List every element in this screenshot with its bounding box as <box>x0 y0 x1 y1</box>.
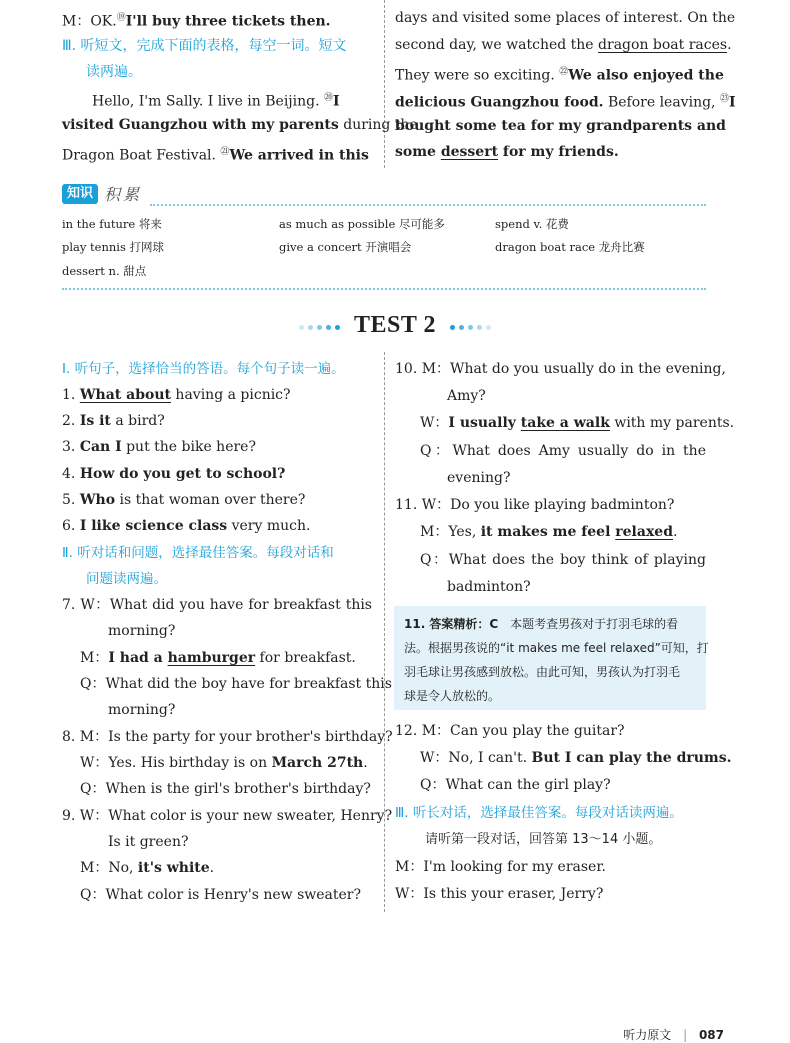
section-heading-cont: 读两遍。 <box>86 64 142 80</box>
dialogue-line: Q：What does Amy usually do in the <box>420 443 706 459</box>
vocab-item: dessert n. 甜点 <box>62 264 147 278</box>
passage-line: They were so exciting. $^㉒$We also enjoyed the <box>395 67 724 84</box>
section-heading: Ⅰ. 听句子，选择恰当的答语。每个句子读一遍。 <box>62 361 345 377</box>
decorative-dots-right <box>448 313 493 340</box>
dialogue-line: badminton? <box>447 579 531 595</box>
dialogue-line: W：No, I can't. But I can play the drums. <box>420 750 732 766</box>
dialogue-line: morning? <box>108 702 176 718</box>
dialogue-line: W：Is this your eraser, Jerry? <box>395 886 604 902</box>
column-divider-top <box>384 0 385 168</box>
dialogue-line: evening? <box>447 470 511 486</box>
section-heading: Ⅱ. 听对话和问题，选择最佳答案。每段对话和 <box>62 545 334 561</box>
passage-line: Dragon Boat Festival. $^㉑$We arrived in this <box>62 147 369 164</box>
dialogue-line: M：I'm looking for my eraser. <box>395 859 606 875</box>
analysis-label: 11. 答案精析：C <box>404 617 499 631</box>
dialogue-line: Q：When is the girl's brother's birthday? <box>80 781 371 797</box>
passage-line: delicious Guangzhou food. Before leaving, $^㉓$I <box>395 94 736 111</box>
dialogue-line: 11. W：Do you like playing badminton? <box>395 497 675 513</box>
passage-line: second day, we watched the dragon boat races. <box>395 37 732 53</box>
section-heading: Ⅲ. 听长对话，选择最佳答案。每段对话读两遍。 <box>395 805 683 821</box>
test-title: TEST 2 <box>354 312 436 338</box>
passage-line: bought some tea for my grandparents and <box>395 118 726 134</box>
dialogue-line: Amy? <box>447 388 486 404</box>
dialogue-line: 7. W：What did you have for breakfast this <box>62 597 372 613</box>
dialogue-line: M：I had a hamburger for breakfast. <box>80 650 356 666</box>
vocab-item: as much as possible 尽可能多 <box>279 217 445 231</box>
answer-analysis-box: 11. 答案精析：C 本题考查男孩对于打羽毛球的看 法。根据男孩说的“it makes me feel relaxed”可知，打 羽毛球让男孩感到放松。由此可知，男孩认为打羽毛 球是令人放松的。 <box>394 606 706 710</box>
dialogue-line: M：Yes, it makes me feel relaxed. <box>420 524 678 540</box>
column-divider <box>384 352 385 912</box>
dotted-rule <box>150 204 706 206</box>
knowledge-tag: 知识 <box>62 184 98 204</box>
list-item: 5. Who is that woman over there? <box>62 492 306 508</box>
passage-line: Hello, I'm Sally. I live in Beijing. ⑳I <box>92 93 340 110</box>
vocab-item: play tennis 打网球 <box>62 240 165 254</box>
dialogue-line: Q：What did the boy have for breakfast this <box>80 676 392 692</box>
dialogue-line: W：Yes. His birthday is on March 27th. <box>80 755 368 771</box>
instruction: 请听第一段对话，回答第 13～14 小题。 <box>425 832 662 847</box>
footer-label: 听力原文 <box>623 1028 672 1042</box>
vocab-item: in the future 将来 <box>62 217 162 231</box>
knowledge-tag-script: 积累 <box>104 185 143 204</box>
section-heading: Ⅲ. 听短文，完成下面的表格，每空一词。短文 <box>62 38 347 54</box>
page-footer: 听力原文 | 087 <box>623 1028 724 1042</box>
test-heading <box>0 312 790 340</box>
vocab-item: dragon boat race 龙舟比赛 <box>495 240 645 254</box>
passage-line: some dessert for my friends. <box>395 144 619 160</box>
list-item: 6. I like science class very much. <box>62 518 311 534</box>
dialogue-line: 9. W：What color is your new sweater, Henry? <box>62 808 393 824</box>
list-item: 3. Can I put the bike here? <box>62 439 256 455</box>
vocab-item: give a concert 开演唱会 <box>279 240 412 254</box>
list-item: 2. Is it a bird? <box>62 413 165 429</box>
page-number: 087 <box>698 1028 724 1042</box>
passage-line: days and visited some places of interest. On the <box>395 10 736 26</box>
list-item: 4. How do you get to school? <box>62 466 286 482</box>
dialogue-line: 12. M：Can you play the guitar? <box>395 723 625 739</box>
decorative-dots-left <box>297 313 342 340</box>
dialogue-line: 10. M：What do you usually do in the evening, <box>395 361 726 377</box>
dialogue-line: Q：What can the girl play? <box>420 777 611 793</box>
dialogue-line: Is it green? <box>108 834 189 850</box>
dialogue-line: W：I usually take a walk with my parents. <box>420 415 735 431</box>
dialogue-line: Q：What does the boy think of playing <box>420 552 706 568</box>
dialogue-line: M：OK.⑲I'll buy three tickets then. <box>62 13 331 30</box>
vocab-item: spend v. 花费 <box>495 217 569 231</box>
dotted-rule <box>62 288 706 290</box>
note-marker: ⑲ <box>116 13 126 23</box>
dialogue-line: M：No, it's white. <box>80 860 215 876</box>
section-heading-cont: 问题读两遍。 <box>86 571 167 587</box>
dialogue-line: morning? <box>108 623 176 639</box>
dialogue-line: 8. M：Is the party for your brother's birthday? <box>62 729 393 745</box>
list-item: 1. What about having a picnic? <box>62 387 291 403</box>
passage-line: visited Guangzhou with my parents during the <box>62 117 418 133</box>
dialogue-line: Q：What color is Henry's new sweater? <box>80 887 361 903</box>
